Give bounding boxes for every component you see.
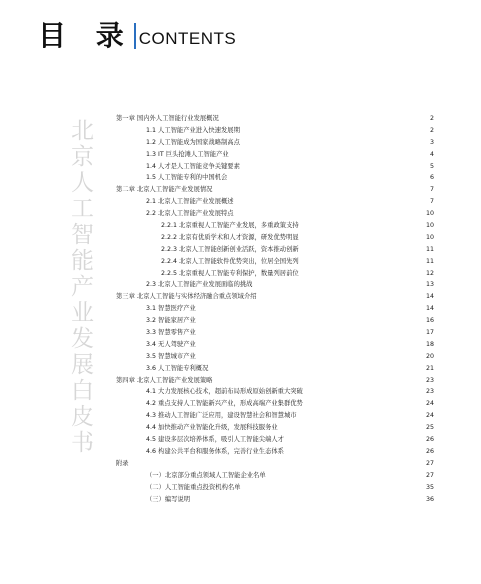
toc-entry-label: 3.4 无人驾驶产业 (146, 340, 196, 348)
toc-chapter-row[interactable] (116, 184, 434, 196)
toc-entry-row[interactable] (116, 279, 434, 291)
toc-entry-label: 2.3 北京人工智能产业发展面临的挑战 (146, 281, 253, 289)
toc-entry-label: 1.5 人工智能专利的中国机会 (146, 174, 228, 182)
toc-chapter-row[interactable] (116, 113, 434, 125)
toc-entry-label: 3.6 人工智能专利概况 (146, 364, 209, 372)
toc-page-number: 11 (425, 257, 434, 265)
toc-entry-row[interactable] (116, 315, 434, 327)
toc-page-number: 25 (425, 424, 434, 432)
toc-page-number: 11 (425, 245, 434, 253)
toc-entry-row[interactable] (116, 220, 434, 232)
toc-entry-row[interactable] (116, 482, 434, 494)
toc-page-number: 10 (425, 222, 434, 230)
toc-entry-row[interactable] (116, 125, 434, 137)
side-title-watermark: 北京人工智能产业发展白皮书 (67, 118, 93, 456)
toc-entry-row[interactable] (116, 303, 434, 315)
toc-entry-row[interactable] (116, 161, 434, 173)
toc-entry-label: 2.2.1 北京重视人工智能产业发展，多重政策支持 (161, 222, 299, 230)
toc-page-number: 18 (425, 340, 434, 348)
toc-page-number: 14 (425, 305, 434, 313)
toc-page-number: 12 (425, 269, 434, 277)
toc-entry-label: 1.1 人工智能产业进入快速发展期 (146, 126, 240, 134)
title-english: CONTENTS (138, 29, 237, 48)
toc-page-number: 14 (425, 293, 434, 301)
toc-entry-row[interactable] (116, 268, 434, 280)
toc-entry-label: 4.1 大力发展核心技术，超前布局形成原始创新重大突破 (146, 388, 303, 396)
toc-entry-row[interactable] (116, 172, 434, 184)
toc-page-number: 2 (429, 126, 434, 134)
toc-page-number: 27 (425, 471, 434, 479)
toc-page-number: 16 (425, 317, 434, 325)
toc-entry-row[interactable] (116, 434, 434, 446)
toc-entry-row[interactable] (116, 410, 434, 422)
toc-page-number: 24 (425, 400, 434, 408)
toc-page-number: 36 (425, 495, 434, 503)
toc-entry-label: 2.1 北京人工智能产业发展概述 (146, 198, 234, 206)
toc-entry-row[interactable] (116, 339, 434, 351)
toc-page-number: 6 (429, 174, 434, 182)
toc-entry-label: 第二章 北京人工智能产业发展情况 (116, 186, 213, 194)
toc-entry-label: 第三章 北京人工智能与实体经济融合重点领域介绍 (116, 293, 257, 301)
toc-entry-label: 3.1 智慧医疗产业 (146, 305, 196, 313)
toc-entry-label: 1.3 IT 巨头抢滩人工智能产业 (146, 150, 229, 158)
toc-entry-row[interactable] (116, 351, 434, 363)
toc-page-number: 27 (425, 459, 434, 467)
toc-page-number: 2 (429, 115, 434, 122)
toc-page-number: 35 (425, 483, 434, 491)
toc-entry-label: （一）北京部分重点领域人工智能企业名单 (146, 471, 266, 479)
toc-entry-label: 4.3 推动人工智能广泛应用，建设智慧社会和智慧城市 (146, 412, 297, 420)
toc-entry-label: 4.4 加快推动产业智能化升级，发展科技服务业 (146, 424, 278, 432)
toc-entry-label: 3.2 智能家居产业 (146, 317, 196, 325)
toc-page-number: 23 (425, 376, 434, 384)
toc-entry-row[interactable] (116, 232, 434, 244)
toc-page-number: 20 (425, 352, 434, 360)
toc-page-number: 5 (429, 162, 434, 170)
toc-page-number: 10 (425, 210, 434, 218)
toc-entry-row[interactable] (116, 208, 434, 220)
table-of-contents (116, 113, 434, 505)
toc-chapter-row[interactable] (116, 291, 434, 303)
toc-entry-label: 1.4 人才是人工智能竞争关键要素 (146, 162, 240, 170)
toc-entry-row[interactable] (116, 494, 434, 506)
toc-page-number: 21 (425, 364, 434, 372)
toc-entry-label: 第四章 北京人工智能产业发展策略 (116, 376, 213, 384)
toc-entry-row[interactable] (116, 149, 434, 161)
toc-entry-label: 2.2.4 北京人工智能软件优势突出，位居全国先列 (161, 257, 299, 265)
toc-entry-label: 2.2.5 北京重视人工智能专利保护，数量列居前位 (161, 269, 299, 277)
toc-page-number: 17 (425, 329, 434, 337)
toc-entry-row[interactable] (116, 398, 434, 410)
toc-entry-label: 3.5 智慧城市产业 (146, 352, 196, 360)
toc-chapter-row[interactable] (116, 458, 434, 470)
toc-entry-row[interactable] (116, 137, 434, 149)
toc-entry-row[interactable] (116, 386, 434, 398)
toc-chapter-row[interactable] (116, 375, 434, 387)
toc-page-number: 26 (425, 447, 434, 455)
toc-entry-label: （二）人工智能重点投资机构名单 (146, 483, 241, 491)
toc-page-number: 4 (429, 150, 434, 158)
toc-page-number: 23 (425, 388, 434, 396)
toc-entry-label: 2.2.2 北京有优质学术和人才资源，研发优势明显 (161, 233, 299, 241)
title-chinese: 目 录 (38, 19, 134, 52)
toc-page-number: 10 (425, 233, 434, 241)
toc-page-number: 3 (429, 138, 434, 146)
toc-entry-label: 第一章 国内外人工智能行业发展概况 (116, 115, 219, 122)
title-divider (134, 23, 136, 49)
toc-entry-label: 4.2 重点支持人工智能新兴产业，形成高端产业集群优势 (146, 400, 303, 408)
toc-entry-row[interactable] (116, 446, 434, 458)
toc-page-number: 26 (425, 436, 434, 444)
toc-entry-row[interactable] (116, 327, 434, 339)
toc-entry-row[interactable] (116, 256, 434, 268)
toc-entry-row[interactable] (116, 244, 434, 256)
toc-entry-label: 4.5 建设多层次培养体系，吸引人工智能尖端人才 (146, 436, 284, 444)
toc-entry-label: 2.2 北京人工智能产业发展特点 (146, 210, 234, 218)
toc-entry-label: 1.2 人工智能成为国家战略制高点 (146, 138, 240, 146)
toc-page-number: 7 (429, 186, 434, 194)
toc-entry-label: 附录 (116, 459, 129, 467)
toc-entry-row[interactable] (116, 470, 434, 482)
toc-page-number: 13 (425, 281, 434, 289)
toc-entry-label: 4.6 构建公共平台和服务体系，完善行业生态体系 (146, 447, 284, 455)
toc-page-number: 24 (425, 412, 434, 420)
toc-entry-label: 2.2.3 北京人工智能创新创业活跃，资本推动创新 (161, 245, 299, 253)
toc-page-number: 7 (429, 198, 434, 206)
page-header (38, 14, 236, 54)
toc-entry-label: 3.3 智慧零售产业 (146, 329, 196, 337)
toc-entry-row[interactable] (116, 363, 434, 375)
toc-entry-label: （三）编写说明 (146, 495, 191, 503)
toc-entry-row[interactable] (116, 196, 434, 208)
toc-entry-row[interactable] (116, 422, 434, 434)
